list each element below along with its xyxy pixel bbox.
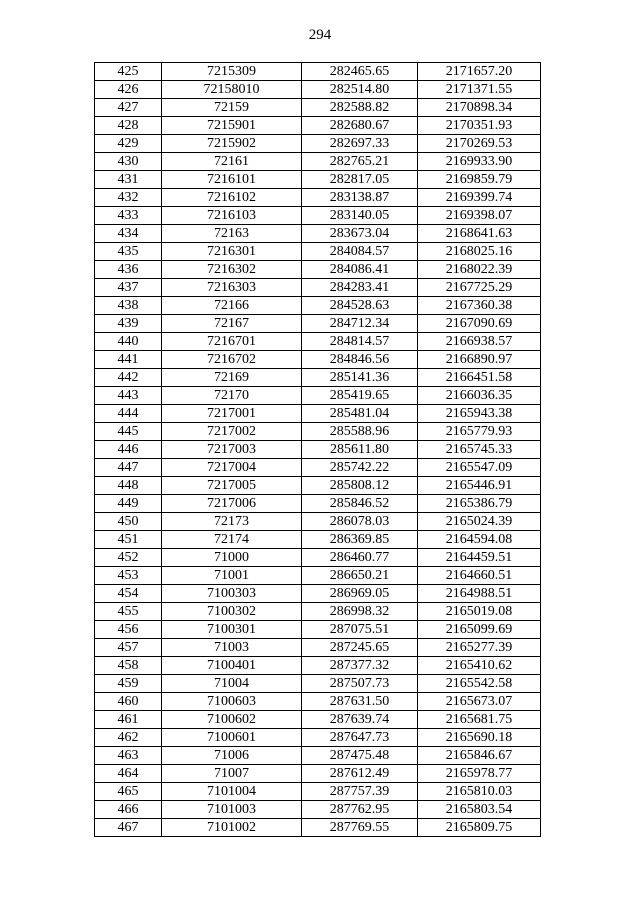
table-row bbox=[95, 387, 541, 405]
row-number-cell: 430 bbox=[95, 153, 162, 171]
y-coordinate-cell: 2164594.08 bbox=[418, 531, 541, 549]
point-id-cell: 7100603 bbox=[162, 693, 302, 711]
x-coordinate-cell: 286460.77 bbox=[302, 549, 418, 567]
row-number-cell: 431 bbox=[95, 171, 162, 189]
point-id-cell: 7100602 bbox=[162, 711, 302, 729]
point-id-cell: 72167 bbox=[162, 315, 302, 333]
coordinates-table bbox=[94, 62, 541, 837]
y-coordinate-cell: 2165410.62 bbox=[418, 657, 541, 675]
point-id-cell: 7216101 bbox=[162, 171, 302, 189]
table-row bbox=[95, 297, 541, 315]
table-row bbox=[95, 495, 541, 513]
x-coordinate-cell: 286650.21 bbox=[302, 567, 418, 585]
point-id-cell: 7216301 bbox=[162, 243, 302, 261]
row-number-cell: 453 bbox=[95, 567, 162, 585]
y-coordinate-cell: 2165846.67 bbox=[418, 747, 541, 765]
y-coordinate-cell: 2169399.74 bbox=[418, 189, 541, 207]
y-coordinate-cell: 2170269.53 bbox=[418, 135, 541, 153]
point-id-cell: 7100303 bbox=[162, 585, 302, 603]
x-coordinate-cell: 285481.04 bbox=[302, 405, 418, 423]
x-coordinate-cell: 283673.04 bbox=[302, 225, 418, 243]
y-coordinate-cell: 2165673.07 bbox=[418, 693, 541, 711]
table-row bbox=[95, 117, 541, 135]
point-id-cell: 7217004 bbox=[162, 459, 302, 477]
row-number-cell: 455 bbox=[95, 603, 162, 621]
point-id-cell: 72169 bbox=[162, 369, 302, 387]
y-coordinate-cell: 2165779.93 bbox=[418, 423, 541, 441]
point-id-cell: 72170 bbox=[162, 387, 302, 405]
row-number-cell: 436 bbox=[95, 261, 162, 279]
x-coordinate-cell: 286369.85 bbox=[302, 531, 418, 549]
y-coordinate-cell: 2165099.69 bbox=[418, 621, 541, 639]
x-coordinate-cell: 286078.03 bbox=[302, 513, 418, 531]
x-coordinate-cell: 284283.41 bbox=[302, 279, 418, 297]
x-coordinate-cell: 287769.55 bbox=[302, 819, 418, 837]
table-row bbox=[95, 261, 541, 279]
point-id-cell: 7216302 bbox=[162, 261, 302, 279]
table-row bbox=[95, 441, 541, 459]
table-row bbox=[95, 459, 541, 477]
table-row bbox=[95, 549, 541, 567]
table-row bbox=[95, 423, 541, 441]
row-number-cell: 446 bbox=[95, 441, 162, 459]
y-coordinate-cell: 2164660.51 bbox=[418, 567, 541, 585]
y-coordinate-cell: 2167725.29 bbox=[418, 279, 541, 297]
row-number-cell: 459 bbox=[95, 675, 162, 693]
table-row bbox=[95, 585, 541, 603]
x-coordinate-cell: 284528.63 bbox=[302, 297, 418, 315]
table-row bbox=[95, 783, 541, 801]
row-number-cell: 462 bbox=[95, 729, 162, 747]
table-row bbox=[95, 225, 541, 243]
point-id-cell: 71007 bbox=[162, 765, 302, 783]
point-id-cell: 7217005 bbox=[162, 477, 302, 495]
table-row bbox=[95, 621, 541, 639]
y-coordinate-cell: 2165803.54 bbox=[418, 801, 541, 819]
coordinates-table-body bbox=[95, 63, 541, 837]
point-id-cell: 71006 bbox=[162, 747, 302, 765]
point-id-cell: 72163 bbox=[162, 225, 302, 243]
y-coordinate-cell: 2165681.75 bbox=[418, 711, 541, 729]
y-coordinate-cell: 2168025.16 bbox=[418, 243, 541, 261]
y-coordinate-cell: 2171657.20 bbox=[418, 63, 541, 81]
row-number-cell: 454 bbox=[95, 585, 162, 603]
x-coordinate-cell: 287507.73 bbox=[302, 675, 418, 693]
y-coordinate-cell: 2164459.51 bbox=[418, 549, 541, 567]
point-id-cell: 7216701 bbox=[162, 333, 302, 351]
row-number-cell: 438 bbox=[95, 297, 162, 315]
table-row bbox=[95, 711, 541, 729]
x-coordinate-cell: 284814.57 bbox=[302, 333, 418, 351]
table-row bbox=[95, 369, 541, 387]
y-coordinate-cell: 2171371.55 bbox=[418, 81, 541, 99]
x-coordinate-cell: 287377.32 bbox=[302, 657, 418, 675]
y-coordinate-cell: 2165024.39 bbox=[418, 513, 541, 531]
table-row bbox=[95, 657, 541, 675]
table-row bbox=[95, 333, 541, 351]
point-id-cell: 71004 bbox=[162, 675, 302, 693]
row-number-cell: 429 bbox=[95, 135, 162, 153]
point-id-cell: 7101002 bbox=[162, 819, 302, 837]
row-number-cell: 466 bbox=[95, 801, 162, 819]
row-number-cell: 440 bbox=[95, 333, 162, 351]
table-row bbox=[95, 351, 541, 369]
row-number-cell: 447 bbox=[95, 459, 162, 477]
row-number-cell: 443 bbox=[95, 387, 162, 405]
x-coordinate-cell: 282465.65 bbox=[302, 63, 418, 81]
x-coordinate-cell: 287245.65 bbox=[302, 639, 418, 657]
row-number-cell: 452 bbox=[95, 549, 162, 567]
row-number-cell: 437 bbox=[95, 279, 162, 297]
x-coordinate-cell: 282680.67 bbox=[302, 117, 418, 135]
row-number-cell: 464 bbox=[95, 765, 162, 783]
point-id-cell: 7217003 bbox=[162, 441, 302, 459]
x-coordinate-cell: 287631.50 bbox=[302, 693, 418, 711]
table-row bbox=[95, 135, 541, 153]
point-id-cell: 7216303 bbox=[162, 279, 302, 297]
y-coordinate-cell: 2165943.38 bbox=[418, 405, 541, 423]
x-coordinate-cell: 287612.49 bbox=[302, 765, 418, 783]
y-coordinate-cell: 2165690.18 bbox=[418, 729, 541, 747]
y-coordinate-cell: 2169933.90 bbox=[418, 153, 541, 171]
table-row bbox=[95, 567, 541, 585]
x-coordinate-cell: 282765.21 bbox=[302, 153, 418, 171]
table-row bbox=[95, 819, 541, 837]
point-id-cell: 72161 bbox=[162, 153, 302, 171]
x-coordinate-cell: 285611.80 bbox=[302, 441, 418, 459]
table-row bbox=[95, 243, 541, 261]
y-coordinate-cell: 2166451.58 bbox=[418, 369, 541, 387]
y-coordinate-cell: 2167360.38 bbox=[418, 297, 541, 315]
row-number-cell: 461 bbox=[95, 711, 162, 729]
row-number-cell: 442 bbox=[95, 369, 162, 387]
x-coordinate-cell: 286998.32 bbox=[302, 603, 418, 621]
y-coordinate-cell: 2168022.39 bbox=[418, 261, 541, 279]
row-number-cell: 463 bbox=[95, 747, 162, 765]
point-id-cell: 7216102 bbox=[162, 189, 302, 207]
table-row bbox=[95, 405, 541, 423]
x-coordinate-cell: 287757.39 bbox=[302, 783, 418, 801]
table-row bbox=[95, 477, 541, 495]
row-number-cell: 441 bbox=[95, 351, 162, 369]
point-id-cell: 7216103 bbox=[162, 207, 302, 225]
row-number-cell: 451 bbox=[95, 531, 162, 549]
point-id-cell: 7215902 bbox=[162, 135, 302, 153]
x-coordinate-cell: 287647.73 bbox=[302, 729, 418, 747]
row-number-cell: 434 bbox=[95, 225, 162, 243]
table-row bbox=[95, 693, 541, 711]
y-coordinate-cell: 2165547.09 bbox=[418, 459, 541, 477]
table-row bbox=[95, 189, 541, 207]
point-id-cell: 7101003 bbox=[162, 801, 302, 819]
x-coordinate-cell: 282697.33 bbox=[302, 135, 418, 153]
y-coordinate-cell: 2166036.35 bbox=[418, 387, 541, 405]
x-coordinate-cell: 284712.34 bbox=[302, 315, 418, 333]
table-row bbox=[95, 171, 541, 189]
point-id-cell: 7215309 bbox=[162, 63, 302, 81]
x-coordinate-cell: 283138.87 bbox=[302, 189, 418, 207]
y-coordinate-cell: 2166938.57 bbox=[418, 333, 541, 351]
x-coordinate-cell: 286969.05 bbox=[302, 585, 418, 603]
point-id-cell: 7217006 bbox=[162, 495, 302, 513]
y-coordinate-cell: 2165386.79 bbox=[418, 495, 541, 513]
row-number-cell: 433 bbox=[95, 207, 162, 225]
table-row bbox=[95, 153, 541, 171]
point-id-cell: 72159 bbox=[162, 99, 302, 117]
y-coordinate-cell: 2165745.33 bbox=[418, 441, 541, 459]
point-id-cell: 7217002 bbox=[162, 423, 302, 441]
table-row bbox=[95, 99, 541, 117]
table-row bbox=[95, 747, 541, 765]
x-coordinate-cell: 284084.57 bbox=[302, 243, 418, 261]
row-number-cell: 449 bbox=[95, 495, 162, 513]
y-coordinate-cell: 2168641.63 bbox=[418, 225, 541, 243]
row-number-cell: 445 bbox=[95, 423, 162, 441]
y-coordinate-cell: 2170898.34 bbox=[418, 99, 541, 117]
y-coordinate-cell: 2167090.69 bbox=[418, 315, 541, 333]
point-id-cell: 7100401 bbox=[162, 657, 302, 675]
x-coordinate-cell: 285419.65 bbox=[302, 387, 418, 405]
x-coordinate-cell: 284086.41 bbox=[302, 261, 418, 279]
y-coordinate-cell: 2169398.07 bbox=[418, 207, 541, 225]
row-number-cell: 460 bbox=[95, 693, 162, 711]
table-row bbox=[95, 675, 541, 693]
point-id-cell: 7215901 bbox=[162, 117, 302, 135]
y-coordinate-cell: 2165277.39 bbox=[418, 639, 541, 657]
point-id-cell: 71003 bbox=[162, 639, 302, 657]
point-id-cell: 7217001 bbox=[162, 405, 302, 423]
x-coordinate-cell: 282514.80 bbox=[302, 81, 418, 99]
x-coordinate-cell: 283140.05 bbox=[302, 207, 418, 225]
y-coordinate-cell: 2165809.75 bbox=[418, 819, 541, 837]
row-number-cell: 435 bbox=[95, 243, 162, 261]
y-coordinate-cell: 2165019.08 bbox=[418, 603, 541, 621]
point-id-cell: 71001 bbox=[162, 567, 302, 585]
point-id-cell: 72166 bbox=[162, 297, 302, 315]
row-number-cell: 439 bbox=[95, 315, 162, 333]
x-coordinate-cell: 282588.82 bbox=[302, 99, 418, 117]
table-row bbox=[95, 63, 541, 81]
row-number-cell: 458 bbox=[95, 657, 162, 675]
y-coordinate-cell: 2169859.79 bbox=[418, 171, 541, 189]
x-coordinate-cell: 285742.22 bbox=[302, 459, 418, 477]
x-coordinate-cell: 287475.48 bbox=[302, 747, 418, 765]
x-coordinate-cell: 287639.74 bbox=[302, 711, 418, 729]
row-number-cell: 465 bbox=[95, 783, 162, 801]
x-coordinate-cell: 287075.51 bbox=[302, 621, 418, 639]
y-coordinate-cell: 2165978.77 bbox=[418, 765, 541, 783]
table-row bbox=[95, 279, 541, 297]
y-coordinate-cell: 2166890.97 bbox=[418, 351, 541, 369]
table-row bbox=[95, 207, 541, 225]
row-number-cell: 426 bbox=[95, 81, 162, 99]
table-row bbox=[95, 315, 541, 333]
page-number: 294 bbox=[308, 27, 332, 43]
table-row bbox=[95, 639, 541, 657]
x-coordinate-cell: 285588.96 bbox=[302, 423, 418, 441]
row-number-cell: 467 bbox=[95, 819, 162, 837]
row-number-cell: 432 bbox=[95, 189, 162, 207]
point-id-cell: 71000 bbox=[162, 549, 302, 567]
x-coordinate-cell: 287762.95 bbox=[302, 801, 418, 819]
table-row bbox=[95, 801, 541, 819]
x-coordinate-cell: 285846.52 bbox=[302, 495, 418, 513]
point-id-cell: 72174 bbox=[162, 531, 302, 549]
table-row bbox=[95, 765, 541, 783]
row-number-cell: 456 bbox=[95, 621, 162, 639]
table-row bbox=[95, 603, 541, 621]
row-number-cell: 448 bbox=[95, 477, 162, 495]
x-coordinate-cell: 284846.56 bbox=[302, 351, 418, 369]
row-number-cell: 427 bbox=[95, 99, 162, 117]
y-coordinate-cell: 2170351.93 bbox=[418, 117, 541, 135]
y-coordinate-cell: 2164988.51 bbox=[418, 585, 541, 603]
row-number-cell: 425 bbox=[95, 63, 162, 81]
row-number-cell: 444 bbox=[95, 405, 162, 423]
point-id-cell: 7100301 bbox=[162, 621, 302, 639]
point-id-cell: 7216702 bbox=[162, 351, 302, 369]
x-coordinate-cell: 282817.05 bbox=[302, 171, 418, 189]
x-coordinate-cell: 285808.12 bbox=[302, 477, 418, 495]
point-id-cell: 7101004 bbox=[162, 783, 302, 801]
row-number-cell: 428 bbox=[95, 117, 162, 135]
y-coordinate-cell: 2165542.58 bbox=[418, 675, 541, 693]
table-row bbox=[95, 81, 541, 99]
point-id-cell: 7100601 bbox=[162, 729, 302, 747]
row-number-cell: 450 bbox=[95, 513, 162, 531]
table-row bbox=[95, 729, 541, 747]
point-id-cell: 72158010 bbox=[162, 81, 302, 99]
y-coordinate-cell: 2165810.03 bbox=[418, 783, 541, 801]
table-row bbox=[95, 513, 541, 531]
row-number-cell: 457 bbox=[95, 639, 162, 657]
x-coordinate-cell: 285141.36 bbox=[302, 369, 418, 387]
point-id-cell: 72173 bbox=[162, 513, 302, 531]
table-row bbox=[95, 531, 541, 549]
point-id-cell: 7100302 bbox=[162, 603, 302, 621]
y-coordinate-cell: 2165446.91 bbox=[418, 477, 541, 495]
